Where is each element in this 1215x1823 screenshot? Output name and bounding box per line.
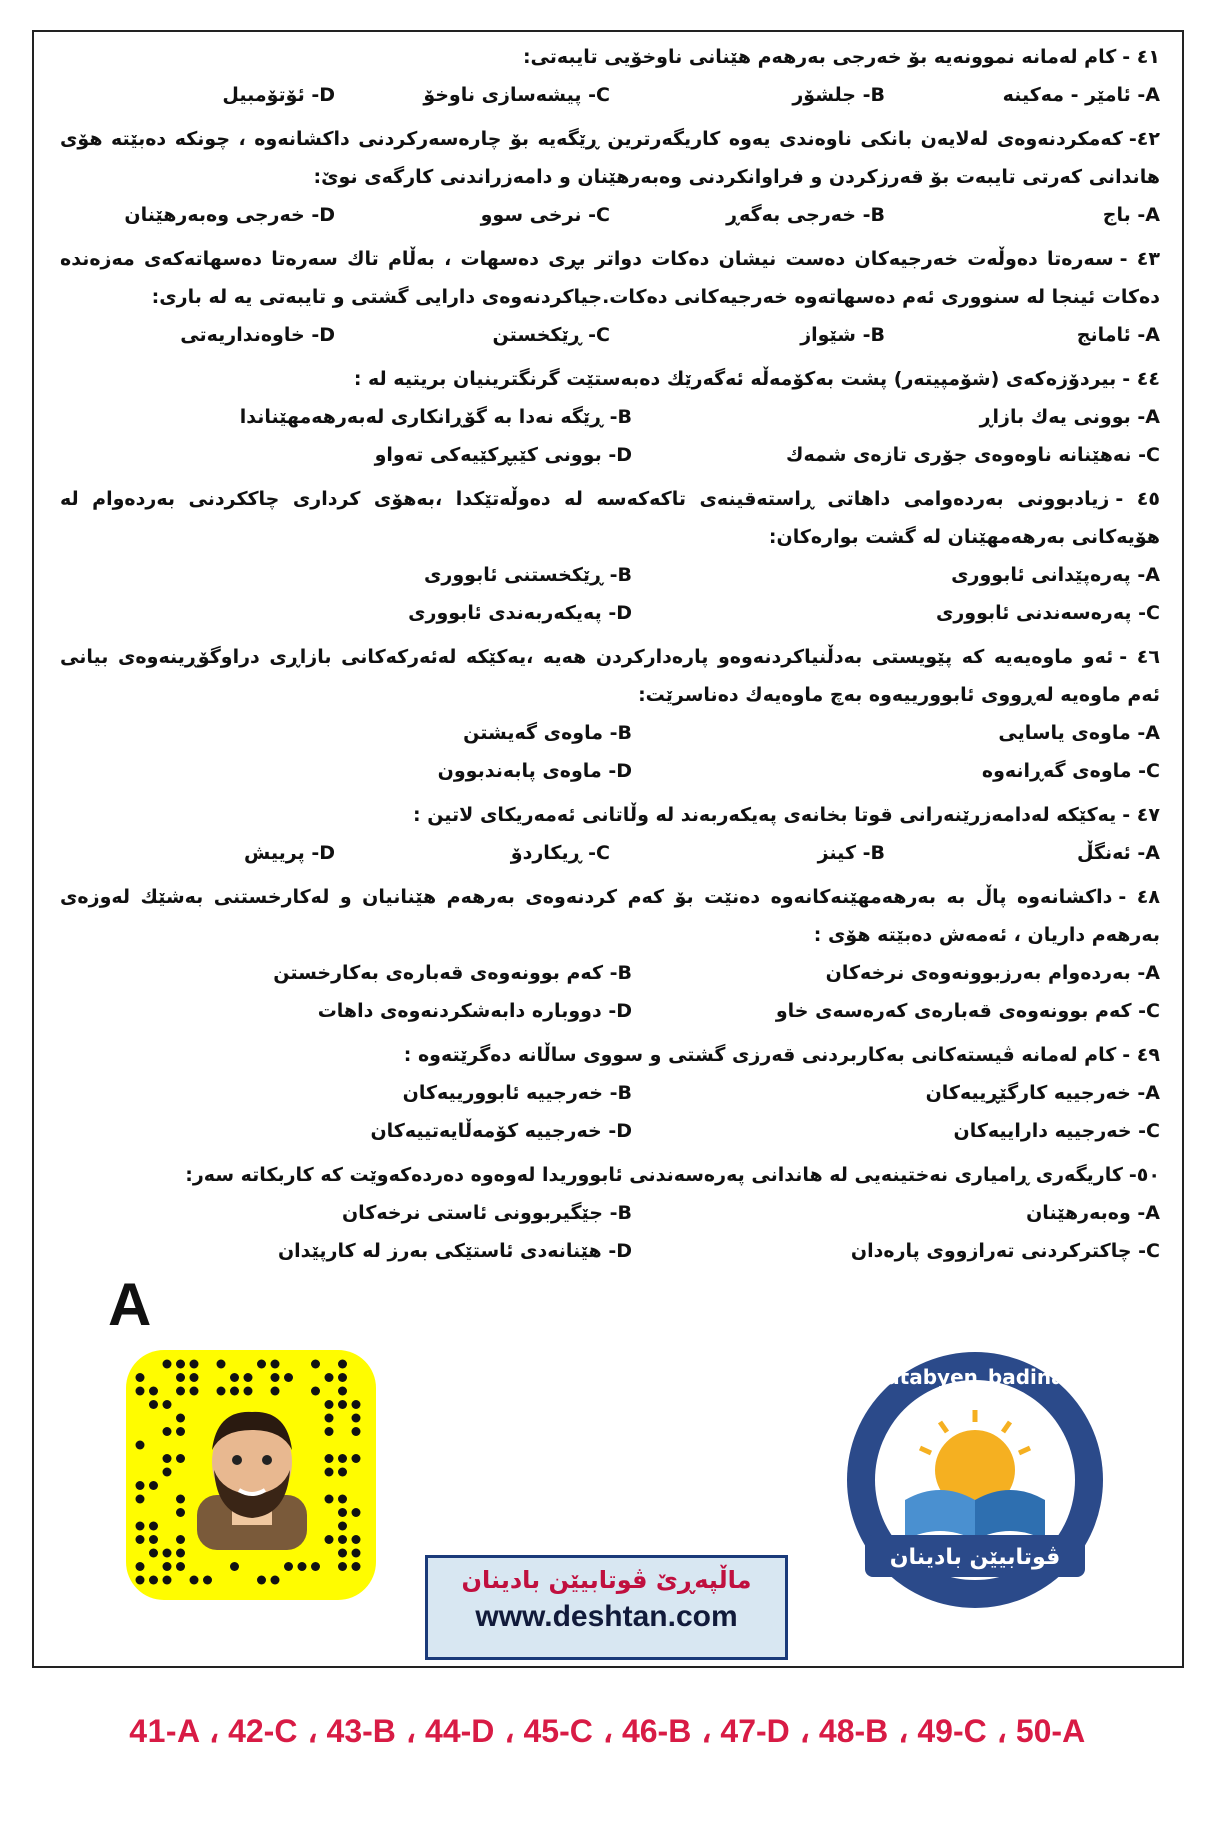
snapcode-dot: [311, 1360, 320, 1369]
option-letter: C: [1146, 444, 1160, 466]
snapcode-dot: [176, 1360, 185, 1369]
option-text: پرییش: [244, 842, 305, 864]
option-text: نرخی سوو: [480, 204, 582, 226]
option-letter: B: [617, 564, 632, 586]
option-text: خاوەنداریەتی: [180, 324, 305, 346]
option-letter: A: [1145, 1202, 1160, 1224]
question-text: كاریگەری ڕامیاری نەختینەیی لە هاندانی پەرەسەندنی ئابووریدا لەوەوە دەردەكەوێت كە كاربكاتە سەر:: [185, 1164, 1123, 1186]
answer-options: [60, 76, 1160, 114]
answer-option[interactable]: A- وەبەرهێنان: [1026, 1202, 1160, 1224]
question-number: ٤٦ -: [1119, 646, 1160, 668]
snapcode-dot: [136, 1562, 145, 1571]
option-letter: B: [617, 722, 632, 744]
snapcode-dot: [325, 1373, 334, 1382]
option-letter: C: [596, 204, 610, 226]
option-text: ڕیكاردۆ: [510, 842, 582, 864]
option-text: وەبەرهێنان: [1026, 1202, 1131, 1224]
snapcode-dot: [244, 1387, 253, 1396]
option-text: خەرجییە داراییەكان: [953, 1120, 1132, 1142]
answer-option[interactable]: C- پەرەسەندنی ئابووری: [935, 602, 1160, 624]
question-block: [60, 638, 1160, 790]
answer-option[interactable]: B- جلشۆر: [792, 84, 885, 106]
option-letter: A: [1145, 204, 1160, 226]
qutabyen-badinan-logo: [845, 1350, 1105, 1610]
snapcode-dot: [190, 1387, 199, 1396]
question-stem: [60, 240, 1160, 316]
answer-option[interactable]: B- ڕێگە نەدا بە گۆڕانكاری لەبەرهەمهێناندا: [239, 406, 632, 428]
snapcode-dot: [325, 1400, 334, 1409]
option-letter: A: [1145, 84, 1160, 106]
question-number: ٤٥ -: [1115, 488, 1160, 510]
question-number: ٤٧ -: [1122, 804, 1160, 826]
snapcode-dot: [338, 1360, 347, 1369]
website-url[interactable]: www.deshtan.com: [475, 1600, 738, 1633]
answer-option[interactable]: B- ماوەی گەیشتن: [463, 722, 632, 744]
option-letter: A: [1145, 1082, 1160, 1104]
answer-options: [60, 316, 1160, 354]
website-title: ماڵپەڕێ ڤوتابیێن بادینان: [461, 1566, 752, 1594]
snapcode-dot: [338, 1508, 347, 1517]
snapcode-dot: [352, 1562, 361, 1571]
snapcode-dot: [176, 1562, 185, 1571]
question-block: [60, 796, 1160, 872]
snapcode-dot: [325, 1454, 334, 1463]
option-letter: C: [1146, 602, 1160, 624]
option-text: باج: [1102, 204, 1131, 226]
answer-options: [60, 954, 1160, 1030]
option-text: كەم بوونەوەی قەبارەی بەكارخستن: [273, 962, 603, 984]
option-text: ئۆتۆمبیل: [222, 84, 305, 106]
avatar-icon: [182, 1400, 322, 1550]
snapcode-dot: [136, 1535, 145, 1544]
question-block: [60, 120, 1160, 234]
question-stem: [60, 1036, 1160, 1074]
question-block: [60, 360, 1160, 474]
option-text: دووبارە دابەشكردنەوەی داهات: [317, 1000, 602, 1022]
option-letter: D: [616, 760, 632, 782]
question-block: [60, 1036, 1160, 1150]
question-number: ٤٤ -: [1122, 368, 1160, 390]
answer-option[interactable]: D- خەرجی وەبەرهێنان: [124, 204, 335, 226]
option-letter: C: [1146, 760, 1160, 782]
snapcode-dot: [136, 1373, 145, 1382]
snapcode-dot: [149, 1576, 158, 1585]
snapcode-dot: [149, 1549, 158, 1558]
option-text: ماوەی پابەندبوون: [437, 760, 602, 782]
option-letter: A: [1145, 406, 1160, 428]
option-text: نەهێنانە ناوەوەی جۆری تازەی شمەك: [786, 444, 1132, 466]
snapcode-dot: [176, 1373, 185, 1382]
answer-options: [60, 1194, 1160, 1270]
snapcode-dot: [136, 1522, 145, 1531]
badge-bottom-text: ڤوتابیێن بادینان: [889, 1545, 1061, 1570]
badge-top-text: qutabyen_badinan: [871, 1365, 1079, 1389]
snapcode-dot: [352, 1508, 361, 1517]
question-number: ٥٠-: [1128, 1164, 1160, 1186]
snapcode-dot: [311, 1387, 320, 1396]
option-letter: D: [319, 842, 335, 864]
option-letter: A: [1145, 722, 1160, 744]
option-letter: A: [1145, 564, 1160, 586]
snapcode-dot: [136, 1481, 145, 1490]
option-letter: D: [319, 324, 335, 346]
answer-option[interactable]: C- ڕێکخستن: [492, 324, 610, 346]
question-block: [60, 480, 1160, 632]
question-text: ئەو ماوەیەیە كە پێویستی بەدڵنیاكردنەوەو پارەداركردن هەیە ،یەكێكە لەئەركەكانی بازاڕی دراوگۆڕینەوەی بیانی ئەم ماوەیە لەڕووی ئابوورییەوە بەچ ماوەیەك دەناسرێت:: [60, 646, 1160, 706]
answer-option[interactable]: B- جێگیربوونی ئاستی نرخەكان: [341, 1202, 632, 1224]
answer-option[interactable]: C- ڕیكاردۆ: [510, 842, 610, 864]
option-text: پەرەپێدانی ئابووری: [951, 564, 1131, 586]
question-number: ٤١ -: [1122, 46, 1160, 68]
option-letter: D: [319, 204, 335, 226]
answer-option[interactable]: D- دووبارە دابەشكردنەوەی داهات: [317, 1000, 632, 1022]
answer-option[interactable]: B- كەم بوونەوەی قەبارەی بەكارخستن: [273, 962, 632, 984]
option-text: كەم بوونەوەی قەبارەی كەرەسەی خاو: [775, 1000, 1132, 1022]
snapcode-dot: [311, 1562, 320, 1571]
question-stem: [60, 480, 1160, 556]
website-banner[interactable]: [425, 1555, 788, 1660]
snapcode-dot: [136, 1441, 145, 1450]
option-letter: A: [1145, 842, 1160, 864]
snapcode-dot: [136, 1387, 145, 1396]
snapcode-dot: [136, 1495, 145, 1504]
snapcode-dot: [163, 1576, 172, 1585]
question-stem: [60, 1156, 1160, 1194]
option-text: ماوەی گەیشتن: [463, 722, 603, 744]
snapcode-dot: [352, 1454, 361, 1463]
answer-option[interactable]: A- باج: [1102, 204, 1160, 226]
snapcode-dot: [352, 1427, 361, 1436]
snapcode-dot: [338, 1522, 347, 1531]
option-letter: C: [1146, 1120, 1160, 1142]
option-letter: B: [617, 406, 632, 428]
snapcode-dot: [338, 1373, 347, 1382]
answer-option[interactable]: D- پرییش: [244, 842, 335, 864]
question-text: كەمكردنەوەی لەلایەن بانكی ناوەندی یەوە كاریگەرترین ڕێگەیە بۆ چارەسەركردنی داكشانەوە ، چونكە دەبێتە هۆی هاندانی كەرتی تایبەت بۆ قەرزكردن و فراوانكردنی وەبەرهێنان و دامەزراندنی كارگەی نوێ:: [60, 128, 1160, 188]
snapcode-dot: [352, 1400, 361, 1409]
snapcode-dot: [190, 1373, 199, 1382]
answer-option[interactable]: D- بوونی كێبڕكێیەكی تەواو: [374, 444, 632, 466]
snapcode-dot: [298, 1562, 307, 1571]
option-letter: D: [616, 602, 632, 624]
question-number: ٤٩ -: [1122, 1044, 1160, 1066]
question-stem: [60, 120, 1160, 196]
answer-options: [60, 1074, 1160, 1150]
snapcode-dot: [352, 1549, 361, 1558]
answer-options: [60, 834, 1160, 872]
question-stem: [60, 360, 1160, 398]
snapcode-dot: [338, 1387, 347, 1396]
answer-option[interactable]: A- بەردەوام بەرزبوونەوەی نرخەكان: [825, 962, 1160, 984]
option-text: ماوەی یاسایی: [998, 722, 1131, 744]
answer-option[interactable]: B- شێواز: [800, 324, 885, 346]
snapcode-dot: [338, 1454, 347, 1463]
question-text: كام لەمانە ڤیستەكانی بەكاربردنی قەرزی گشتی و سووی ساڵانە دەگرێتەوە :: [403, 1044, 1117, 1066]
option-text: پەیكەربەندی ئابووری: [408, 602, 602, 624]
snapcode-dot: [271, 1360, 280, 1369]
question-stem: [60, 878, 1160, 954]
answer-option[interactable]: D- پەیكەربەندی ئابووری: [408, 602, 632, 624]
option-letter: A: [1145, 962, 1160, 984]
answer-options: [60, 556, 1160, 632]
snapcode-dot: [244, 1373, 253, 1382]
snapcode-dot: [190, 1360, 199, 1369]
option-text: ڕێكخستنی ئابووری: [424, 564, 603, 586]
snapcode-dot: [338, 1562, 347, 1571]
option-text: جێگیربوونی ئاستی نرخەكان: [341, 1202, 603, 1224]
snapcode-dot: [338, 1468, 347, 1477]
option-letter: A: [1145, 324, 1160, 346]
answer-option[interactable]: C- پیشەسازی ناوخۆ: [423, 84, 610, 106]
answer-option[interactable]: C- نرخی سوو: [480, 204, 610, 226]
option-text: بەردەوام بەرزبوونەوەی نرخەكان: [825, 962, 1131, 984]
answer-key: 41-A ، 42-C ، 43-B ، 44-D ، 45-C ، 46-B ، 47-D ، 48-B ، 49-C ، 50-A: [129, 1713, 1086, 1749]
snapcode-dot: [230, 1387, 239, 1396]
option-text: بوونی كێبڕكێیەكی تەواو: [374, 444, 602, 466]
snapcode-dot: [338, 1495, 347, 1504]
snapcode-dot: [271, 1387, 280, 1396]
snapcode-dot: [176, 1387, 185, 1396]
snapcode-dot: [338, 1535, 347, 1544]
option-text: كینز: [817, 842, 856, 864]
option-letter: C: [1146, 1000, 1160, 1022]
answer-option[interactable]: A- ماوەی یاسایی: [998, 722, 1160, 744]
answer-option[interactable]: A- پەرەپێدانی ئابووری: [951, 564, 1160, 586]
option-letter: C: [596, 324, 610, 346]
question-text: كام لەمانە نموونەیە بۆ خەرجی بەرهەم هێنانی ناوخۆیی تايبەتی:: [522, 46, 1117, 68]
question-list: [60, 38, 1160, 1276]
option-text: ڕێکخستن: [492, 324, 582, 346]
option-text: پەرەسەندنی ئابووری: [935, 602, 1132, 624]
option-text: هێنانەدی ئاستێكی بەرز لە كارپێدان: [277, 1240, 602, 1262]
answer-option[interactable]: D- خەرجییە كۆمەڵایەتییەكان: [370, 1120, 632, 1142]
snapcode-dot: [163, 1562, 172, 1571]
option-text: ئامێر - مەكینە: [1002, 84, 1131, 106]
snapcode-dot: [325, 1414, 334, 1423]
snapcode-dot: [136, 1576, 145, 1585]
question-text: سەرەتا دەوڵەت خەرجیەكان دەست نیشان دەكات دواتر بڕی دەسهات ، بەڵام تاك سەرەتا دەسهاتەكەی مەزەندە دەكات ئینجا لە سنووری ئەم دەسهاتەوە خەرجیەكانی دەكات.جیاكردنەوەی دارایی گشتی و تایبەتی یە لە باری:: [60, 248, 1160, 308]
snapcode-dot: [163, 1468, 172, 1477]
snapcode-dot: [271, 1576, 280, 1585]
answer-options: [60, 714, 1160, 790]
snapcode-dot: [149, 1522, 158, 1531]
option-letter: D: [616, 1000, 632, 1022]
snapcode-dot: [149, 1387, 158, 1396]
question-block: [60, 878, 1160, 1030]
snapcode-dot: [217, 1387, 226, 1396]
snapcode-dot: [352, 1535, 361, 1544]
answer-option[interactable]: B- خەرجی بەگەڕ: [726, 204, 885, 226]
answer-option[interactable]: A- ئامێر - مەكینە: [1002, 84, 1160, 106]
snapcode-dot: [325, 1427, 334, 1436]
snapcode-dot: [163, 1427, 172, 1436]
option-letter: B: [870, 842, 885, 864]
answer-option[interactable]: D- ماوەی پابەندبوون: [437, 760, 632, 782]
option-text: ڕێگە نەدا بە گۆڕانكاری لەبەرهەمهێناندا: [239, 406, 603, 428]
snapcode-dot: [203, 1576, 212, 1585]
option-text: ئەنگڵ: [1076, 842, 1131, 864]
snapcode-dot: [257, 1576, 266, 1585]
snapcode-dot: [325, 1468, 334, 1477]
snapcode-dot: [284, 1373, 293, 1382]
snapcode-dot: [149, 1400, 158, 1409]
answer-option[interactable]: B- كینز: [817, 842, 885, 864]
question-text: داكشانەوە پاڵ بە بەرهەمهێنەكانەوە دەنێت بۆ كەم كردنەوەی بەرهەم هێنانیان و لەكارخستنی بەشێك لەوزەی بەرهەم داریان ، ئەمەش دەبێتە هۆی :: [60, 886, 1160, 946]
answer-option[interactable]: C- چاكتركردنی تەرازووی پارەدان: [850, 1240, 1160, 1262]
option-text: خەرجی بەگەڕ: [726, 204, 856, 226]
snapcode-dot: [352, 1414, 361, 1423]
option-text: خەرجییە كۆمەڵایەتییەكان: [370, 1120, 602, 1142]
option-letter: D: [319, 84, 335, 106]
answer-option[interactable]: D- خاوەنداریەتی: [180, 324, 335, 346]
question-number: ٤٣ -: [1119, 248, 1160, 270]
answer-option[interactable]: C- كەم بوونەوەی قەبارەی كەرەسەی خاو: [775, 1000, 1160, 1022]
option-text: جلشۆر: [792, 84, 856, 106]
option-text: پیشەسازی ناوخۆ: [423, 84, 582, 106]
option-letter: D: [616, 444, 632, 466]
option-letter: B: [870, 324, 885, 346]
snapcode-dot: [284, 1562, 293, 1571]
answer-option[interactable]: A- ئەنگڵ: [1076, 842, 1160, 864]
question-text: یەكێكە لەدامەزرێنەرانی قوتا بخانەی پەیكەربەند لە وڵاتانی ئەمەریكای لاتین :: [412, 804, 1117, 826]
option-letter: B: [870, 204, 885, 226]
option-letter: C: [1146, 1240, 1160, 1262]
snapcode-dot: [325, 1495, 334, 1504]
snapcode-dot: [217, 1360, 226, 1369]
snapcode-dot: [149, 1481, 158, 1490]
answer-option[interactable]: B- ڕێكخستنی ئابووری: [424, 564, 632, 586]
option-letter: D: [616, 1240, 632, 1262]
question-text: زیادبوونی بەردەوامی داهاتی ڕاستەقینەی تاكەكەسە لە دەوڵەتێكدا ،بەهۆی كرداری چاككردنی بەردەوام لە هۆیەكانی بەرهەمهێنان لە گشت بوارەكان:: [60, 488, 1160, 548]
option-letter: B: [870, 84, 885, 106]
question-stem: [60, 38, 1160, 76]
answer-option[interactable]: D- ئۆتۆمبیل: [222, 84, 335, 106]
answer-option[interactable]: D- هێنانەدی ئاستێكی بەرز لە كارپێدان: [277, 1240, 632, 1262]
answer-options: [60, 398, 1160, 474]
option-text: خەرجی وەبەرهێنان: [124, 204, 305, 226]
answer-option[interactable]: C- نەهێنانە ناوەوەی جۆری تازەی شمەك: [786, 444, 1160, 466]
option-text: ئامانج: [1076, 324, 1131, 346]
snapcode-dot: [149, 1535, 158, 1544]
option-letter: B: [617, 962, 632, 984]
snapcode-dot: [163, 1400, 172, 1409]
option-letter: C: [596, 84, 610, 106]
answer-option[interactable]: C- خەرجییە داراییەكان: [953, 1120, 1160, 1142]
snapcode-dot: [325, 1535, 334, 1544]
snapcode-dot: [257, 1360, 266, 1369]
answer-options: [60, 196, 1160, 234]
option-text: بوونی یەك بازاڕ: [979, 406, 1131, 428]
answer-option[interactable]: A- خەرجییە كارگێڕییەكان: [925, 1082, 1160, 1104]
question-block: [60, 38, 1160, 114]
question-stem: [60, 638, 1160, 714]
option-text: خەرجییە كارگێڕییەكان: [925, 1082, 1131, 1104]
answer-option[interactable]: C- ماوەی گەڕانەوە: [981, 760, 1160, 782]
option-text: خەرجییە ئابوورییەكان: [402, 1082, 603, 1104]
snapcode-dot: [338, 1400, 347, 1409]
snapcode-dot: [190, 1576, 199, 1585]
exam-version-letter: A: [108, 1271, 152, 1338]
snapcode-dot: [230, 1373, 239, 1382]
snapcode-dot: [230, 1562, 239, 1571]
option-letter: D: [616, 1120, 632, 1142]
option-text: ماوەی گەڕانەوە: [981, 760, 1132, 782]
option-text: شێواز: [800, 324, 856, 346]
snapcode-dot: [163, 1360, 172, 1369]
snapcode-dot: [163, 1549, 172, 1558]
question-block: [60, 1156, 1160, 1270]
option-letter: B: [617, 1202, 632, 1224]
answer-option[interactable]: B- خەرجییە ئابوورییەكان: [402, 1082, 632, 1104]
snapcode-dot: [271, 1373, 280, 1382]
question-text: بیردۆزەكەی (شۆمپیتەر) پشت بەكۆمەڵە ئەگەرێك دەبەستێت گرنگترینیان بریتیە لە :: [353, 368, 1117, 390]
snapcode-image: [126, 1350, 376, 1600]
answer-option[interactable]: A- ئامانج: [1076, 324, 1160, 346]
question-number: ٤٨ -: [1118, 886, 1160, 908]
option-text: چاكتركردنی تەرازووی پارەدان: [850, 1240, 1132, 1262]
question-number: ٤٢-: [1128, 128, 1160, 150]
snapcode-dot: [163, 1454, 172, 1463]
option-letter: C: [596, 842, 610, 864]
answer-option[interactable]: A- بوونی یەك بازاڕ: [979, 406, 1160, 428]
question-block: [60, 240, 1160, 354]
snapcode-dot: [338, 1549, 347, 1558]
option-letter: B: [617, 1082, 632, 1104]
question-stem: [60, 796, 1160, 834]
